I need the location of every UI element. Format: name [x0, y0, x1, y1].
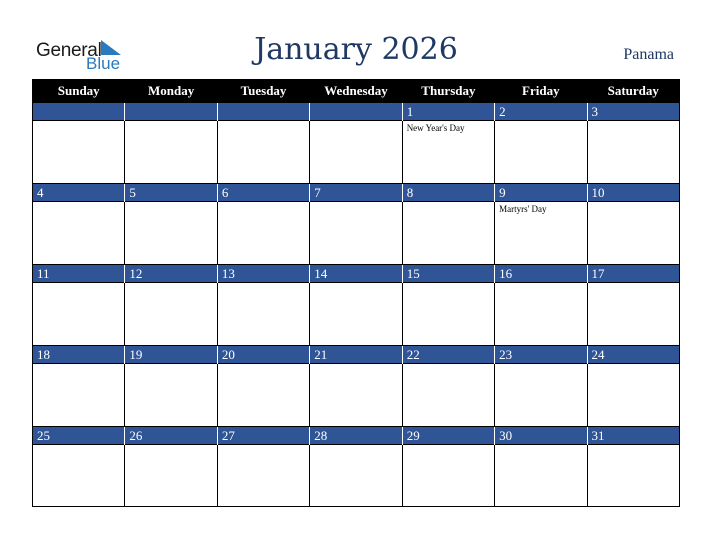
day-number: [33, 103, 125, 121]
day-number: 4: [33, 184, 125, 202]
day-number: 27: [217, 427, 309, 445]
day-number: 8: [402, 184, 494, 202]
day-cell[interactable]: [33, 121, 125, 184]
day-body-row: [33, 202, 680, 265]
date-bar-row: [33, 265, 680, 283]
day-cell[interactable]: [402, 283, 494, 346]
day-cell[interactable]: [33, 283, 125, 346]
day-cell[interactable]: [125, 445, 217, 507]
day-number: 13: [217, 265, 309, 283]
calendar-grid: [32, 79, 680, 507]
day-cell[interactable]: [217, 202, 309, 265]
day-number: 30: [495, 427, 587, 445]
day-cell[interactable]: [495, 445, 587, 507]
day-cell[interactable]: [587, 283, 679, 346]
day-number: 20: [217, 346, 309, 364]
day-cell[interactable]: [402, 202, 494, 265]
day-number: [310, 103, 402, 121]
day-body-row: [33, 121, 680, 184]
calendar-body: [33, 103, 680, 507]
day-cell[interactable]: [310, 121, 402, 184]
day-cell[interactable]: [310, 364, 402, 427]
weekday-header-row: [33, 80, 680, 103]
date-bar-row: [33, 346, 680, 364]
day-number: 15: [402, 265, 494, 283]
day-number: 25: [33, 427, 125, 445]
day-number: 1: [402, 103, 494, 121]
day-cell[interactable]: [33, 445, 125, 507]
day-cell[interactable]: [125, 121, 217, 184]
day-cell[interactable]: [587, 364, 679, 427]
day-cell[interactable]: [495, 202, 587, 265]
day-cell[interactable]: [217, 121, 309, 184]
day-number: 7: [310, 184, 402, 202]
day-number: 14: [310, 265, 402, 283]
day-number: [125, 103, 217, 121]
day-cell[interactable]: [125, 283, 217, 346]
logo-blue-text: Blue: [86, 54, 121, 73]
weekday-header: Friday: [495, 80, 587, 103]
weekday-header: Thursday: [402, 80, 494, 103]
day-cell[interactable]: [217, 283, 309, 346]
day-body-row: [33, 364, 680, 427]
country-label: Panama: [623, 46, 674, 63]
logo-general-text: General: [36, 40, 102, 61]
day-number: 17: [587, 265, 679, 283]
weekday-header: Sunday: [33, 80, 125, 103]
day-cell[interactable]: [495, 283, 587, 346]
day-number: 6: [217, 184, 309, 202]
weekday-header: Monday: [125, 80, 217, 103]
weekday-header: Saturday: [587, 80, 679, 103]
day-number: 18: [33, 346, 125, 364]
day-cell[interactable]: [402, 445, 494, 507]
day-cell[interactable]: [402, 364, 494, 427]
day-cell[interactable]: [217, 364, 309, 427]
day-cell[interactable]: [125, 364, 217, 427]
day-number: 21: [310, 346, 402, 364]
day-cell[interactable]: [587, 445, 679, 507]
day-cell[interactable]: [125, 202, 217, 265]
weekday-header: Wednesday: [310, 80, 402, 103]
day-number: 10: [587, 184, 679, 202]
day-cell[interactable]: [33, 364, 125, 427]
day-cell[interactable]: [587, 121, 679, 184]
day-cell[interactable]: [310, 283, 402, 346]
date-bar-row: [33, 103, 680, 121]
date-bar-row: [33, 184, 680, 202]
day-number: 31: [587, 427, 679, 445]
day-number: 26: [125, 427, 217, 445]
holiday-label: Martyrs' Day: [499, 204, 547, 214]
day-number: [217, 103, 309, 121]
day-number: 16: [495, 265, 587, 283]
day-number: 11: [33, 265, 125, 283]
day-number: 29: [402, 427, 494, 445]
day-number: 28: [310, 427, 402, 445]
day-cell[interactable]: [587, 202, 679, 265]
day-cell[interactable]: [217, 445, 309, 507]
day-body-row: [33, 283, 680, 346]
date-bar-row: [33, 427, 680, 445]
day-number: 19: [125, 346, 217, 364]
holiday-label: New Year's Day: [406, 123, 465, 133]
page-title: January 2026: [254, 32, 458, 67]
day-cell[interactable]: [33, 202, 125, 265]
day-cell[interactable]: [310, 202, 402, 265]
day-cell[interactable]: [495, 121, 587, 184]
day-number: 23: [495, 346, 587, 364]
day-number: 5: [125, 184, 217, 202]
weekday-header: Tuesday: [217, 80, 309, 103]
day-number: 24: [587, 346, 679, 364]
day-number: 12: [125, 265, 217, 283]
day-cell[interactable]: [310, 445, 402, 507]
day-number: 3: [587, 103, 679, 121]
day-number: 9: [495, 184, 587, 202]
day-body-row: [33, 445, 680, 507]
day-number: 22: [402, 346, 494, 364]
day-cell[interactable]: [402, 121, 494, 184]
day-number: 2: [495, 103, 587, 121]
day-cell[interactable]: [495, 364, 587, 427]
